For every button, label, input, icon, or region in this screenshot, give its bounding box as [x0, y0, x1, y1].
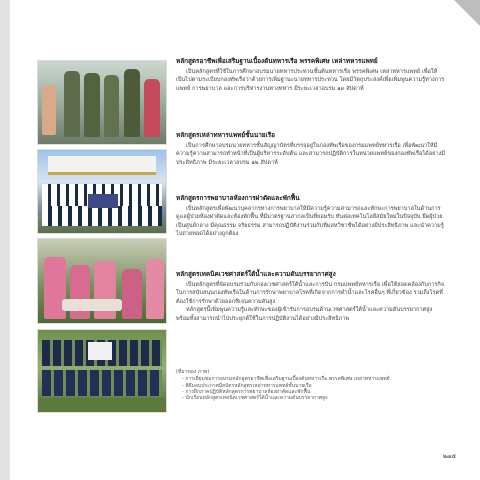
section-1-body: เป็นหลักสูตรที่ใช้ในการศึกษาอบรมนายทหารประทวนชั้นต้นทหารเรือ พรรคพิเศษ เหล่าทหารแพทย์ เพื่อให้เป็นไปตามระเบียบกองทัพเรือว่าด้วยการเพิ่มฐานะนายทหารประทวน โดยมีวัตถุประสงค์เพื่อเพิ่มพูนความรู้ทางการแพทย์ การพยาบาล และการบริหารงานทางทหาร มีระยะเวลาอบรม ๑๓ สัปดาห์ [176, 69, 445, 92]
section-3-body: เป็นหลักสูตรเพื่อพัฒนาบุคลากรทางการพยาบาลให้มีความรู้ความสามารถและทักษะการพยาบาลในด้านการดูแลผู้ป่วยห้องผ่าตัดและห้องพักฟื้น ที่มีมาตรฐานสากลเป็นที่ยอมรับ ทันต่อเทคโนโลยีสมัยใหม่ในปัจจุบัน ยึดผู้ป่วยเป็นศูนย์กลาง มีคุณธรรม จริยธรรม สามารถปฏิบัติงานร่วมกับทีมสหวิชาชีพได้อย่างมีประสิทธิภาพ และนำความรู้ไปถ่ายทอดได้อย่างถูกต้อง [176, 206, 444, 238]
section-2-title: หลักสูตรเหล่าทหารแพทย์ชั้นนายเรือ [176, 131, 275, 139]
section-2-body: เป็นการศึกษาอบรมนายทหารชั้นสัญญาบัตรที่บรรจุอยู่ในกองทัพเรือของกรมแพทย์ทหารเรือ เพื่อพัฒนาให้มีความรู้ความสามารถทำหน้าที่เป็นผู้บริหารระดับต้น และสามารถปฏิบัติการในหน่วยแพทย์ของกองทัพเรือได้อย่างมีประสิทธิภาพ มีระยะเวลาอบรม ๑๒ สัปดาห์ [176, 143, 446, 166]
reference-item: - การเยี่ยมชมการอบรมหลักสูตรอาชีพเพื่อเสริมฐานเบื้องต้นทหารเรือ พรรคพิเศษ เหล่าทหารแพทย์ [182, 376, 390, 383]
section-4-title: หลักสูตรเทคนิคเวชศาสตร์ใต้น้ำและความดันบรรยากาศสูง [176, 270, 336, 278]
photo-certificate-ceremony [37, 149, 167, 234]
photo-references [176, 369, 446, 401]
section-3 [176, 194, 446, 239]
page-number: ๒๗๕ [443, 453, 457, 460]
section-4-body: เป็นหลักสูตรที่จัดอบรมร่วมกับกองเวชศาสตร์ใต้น้ำและการบิน กรมแพทย์ทหารเรือ เพื่อให้สอดคล้องกับการกิจในการสนับสนุนกองทัพเรือในด้านการรักษาพยาบาลโรคที่เกิดจากการดำน้ำและโรคอื่นๆ ที่เกี่ยวข้อง รวมถึงโรคที่ต้องใช้การรักษาด้วยออกซิเจนความดันสูง [176, 282, 445, 305]
reference-item: - การฝึกภาคปฏิบัติหลักสูตรการพยาบาลห้องผ่าตัดและพักฟื้น [182, 388, 311, 395]
section-1 [176, 57, 446, 93]
section-4-body-2: หลักสูตรนี้เพิ่มพูนความรู้และทักษะของผู้เข้ารับการอบรมด้านเวชศาสตร์ใต้น้ำและความดันบรรยากาศสูง พร้อมทั้งสามารถนำไปประยุกต์ใช้ในการปฏิบัติงานได้อย่างมีประสิทธิภาพ [176, 307, 433, 322]
page-binding-edge [0, 0, 10, 480]
references-list [176, 376, 446, 401]
reference-item: - พิธีมอบประกาศนียบัตรหลักสูตรเหล่าทหารแพทย์ชั้นนายเรือ [182, 382, 312, 389]
reference-item: - นักเรียนหลักสูตรเทคนิคเวชศาสตร์ใต้น้ำและความดันบรรยากาศสูง [182, 395, 328, 402]
section-3-title: หลักสูตรการพยาบาลห้องการผ่าตัดและพักฟื้น [176, 194, 300, 202]
section-2 [176, 131, 446, 167]
photo-diving-students [37, 329, 167, 413]
section-1-title: หลักสูตรอาชีพเพื่อเสริมฐานเบื้องต้นทหารเรือ พรรคพิเศษ เหล่าทหารแพทย์ [176, 57, 378, 65]
photo-nursing-practice [37, 238, 167, 324]
page-corner-fold [454, 0, 480, 26]
section-4 [176, 270, 446, 323]
references-label: (ที่มาของ ภาพ) [176, 369, 210, 375]
photo-visit-training [37, 60, 167, 145]
